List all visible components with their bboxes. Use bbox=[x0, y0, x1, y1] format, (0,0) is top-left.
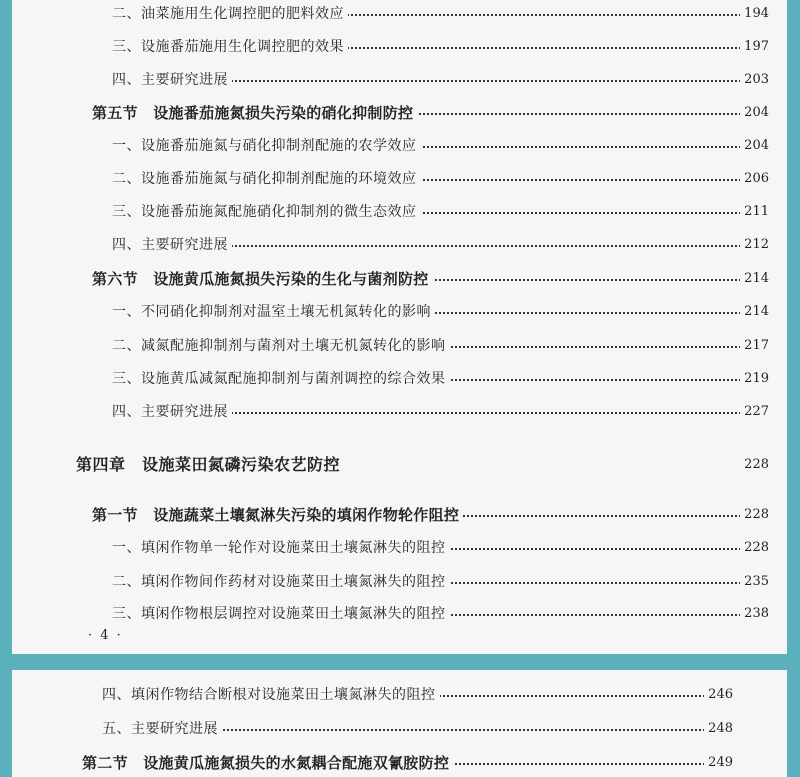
toc-entry bbox=[12, 199, 787, 225]
toc-entry bbox=[12, 333, 787, 359]
toc-entry-title: 四、填闲作物结合断根对设施菜田土壤氮淋失的阻控 bbox=[102, 682, 440, 708]
toc-entry-title: 第一节 设施蔬菜土壤氮淋失污染的填闲作物轮作阻控 bbox=[92, 502, 463, 528]
toc-entry-page: 214 bbox=[740, 266, 769, 292]
toc-section-entry bbox=[12, 100, 787, 126]
toc-entry-title: 第四章 设施菜田氮磷污染农艺防控 bbox=[76, 452, 344, 478]
toc-entry-title: 三、设施黄瓜减氮配施抑制剂与菌剂调控的综合效果 bbox=[112, 366, 450, 392]
toc-entry-title: 第五节 设施番茄施氮损失污染的硝化抑制防控 bbox=[92, 100, 417, 126]
toc-entry-page: 194 bbox=[740, 1, 769, 27]
toc-section-entry bbox=[12, 502, 787, 528]
toc-entry bbox=[12, 1, 787, 27]
toc-entry bbox=[12, 569, 787, 595]
toc-entry bbox=[12, 299, 787, 325]
toc-entry-page: 235 bbox=[740, 569, 769, 595]
toc-entry-title: 二、油菜施用生化调控肥的肥料效应 bbox=[112, 1, 348, 27]
toc-entry-page: 219 bbox=[740, 366, 769, 392]
toc-entry-page: 228 bbox=[740, 502, 769, 528]
toc-chapter-entry bbox=[12, 452, 787, 478]
toc-entry-page: 227 bbox=[740, 399, 769, 425]
toc-entry bbox=[12, 716, 787, 742]
toc-entry bbox=[12, 133, 787, 159]
toc-entry-title: 二、减氮配施抑制剂与菌剂对土壤无机氮转化的影响 bbox=[112, 333, 450, 359]
toc-entry-title: 五、主要研究进展 bbox=[102, 716, 222, 742]
toc-page-top bbox=[12, 0, 787, 654]
toc-entry-page: 204 bbox=[740, 133, 769, 159]
toc-entry-page: 211 bbox=[740, 199, 769, 225]
toc-entry bbox=[12, 166, 787, 192]
toc-entry-page: 197 bbox=[740, 34, 769, 60]
toc-entry-title: 二、填闲作物间作药材对设施菜田土壤氮淋失的阻控 bbox=[112, 569, 450, 595]
toc-entry-page: 214 bbox=[740, 299, 769, 325]
toc-entry bbox=[12, 232, 787, 258]
toc-entry-page: 228 bbox=[740, 452, 769, 478]
toc-entry-title: 第六节 设施黄瓜施氮损失污染的生化与菌剂防控 bbox=[92, 266, 433, 292]
toc-entry bbox=[12, 601, 787, 627]
toc-entry-page: 206 bbox=[740, 166, 769, 192]
toc-entry-title: 四、主要研究进展 bbox=[112, 67, 232, 93]
toc-entry-page: 228 bbox=[740, 535, 769, 561]
toc-entry-title: 三、填闲作物根层调控对设施菜田土壤氮淋失的阻控 bbox=[112, 601, 450, 627]
toc-entry bbox=[12, 67, 787, 93]
toc-entry-page: 246 bbox=[704, 682, 733, 708]
toc-entry-page: 217 bbox=[740, 333, 769, 359]
toc-entry-page: 204 bbox=[740, 100, 769, 126]
toc-entry-title: 四、主要研究进展 bbox=[112, 232, 232, 258]
toc-entry-page: 212 bbox=[740, 232, 769, 258]
toc-entry bbox=[12, 399, 787, 425]
toc-section-entry bbox=[12, 750, 787, 776]
toc-entry bbox=[12, 535, 787, 561]
toc-entry-title: 一、设施番茄施氮与硝化抑制剂配施的农学效应 bbox=[112, 133, 421, 159]
toc-entry-page: 248 bbox=[704, 716, 733, 742]
toc-entry-title: 二、设施番茄施氮与硝化抑制剂配施的环境效应 bbox=[112, 166, 421, 192]
toc-entry-title: 三、设施番茄施氮配施硝化抑制剂的微生态效应 bbox=[112, 199, 421, 225]
toc-entry-page: 203 bbox=[740, 67, 769, 93]
toc-entry-title: 三、设施番茄施用生化调控肥的效果 bbox=[112, 34, 348, 60]
toc-entry bbox=[12, 366, 787, 392]
page-number: · 4 · bbox=[88, 628, 123, 643]
toc-entry-page: 249 bbox=[704, 750, 733, 776]
toc-entry-title: 四、主要研究进展 bbox=[112, 399, 232, 425]
toc-entry bbox=[12, 34, 787, 60]
toc-page-bottom bbox=[12, 670, 787, 777]
toc-entry-title: 一、不同硝化抑制剂对温室土壤无机氮转化的影响 bbox=[112, 299, 435, 325]
toc-section-entry bbox=[12, 266, 787, 292]
toc-entry bbox=[12, 682, 787, 708]
toc-entry-title: 第二节 设施黄瓜施氮损失的水氮耦合配施双氰胺防控 bbox=[82, 750, 453, 776]
toc-entry-title: 一、填闲作物单一轮作对设施菜田土壤氮淋失的阻控 bbox=[112, 535, 450, 561]
toc-entry-page: 238 bbox=[740, 601, 769, 627]
